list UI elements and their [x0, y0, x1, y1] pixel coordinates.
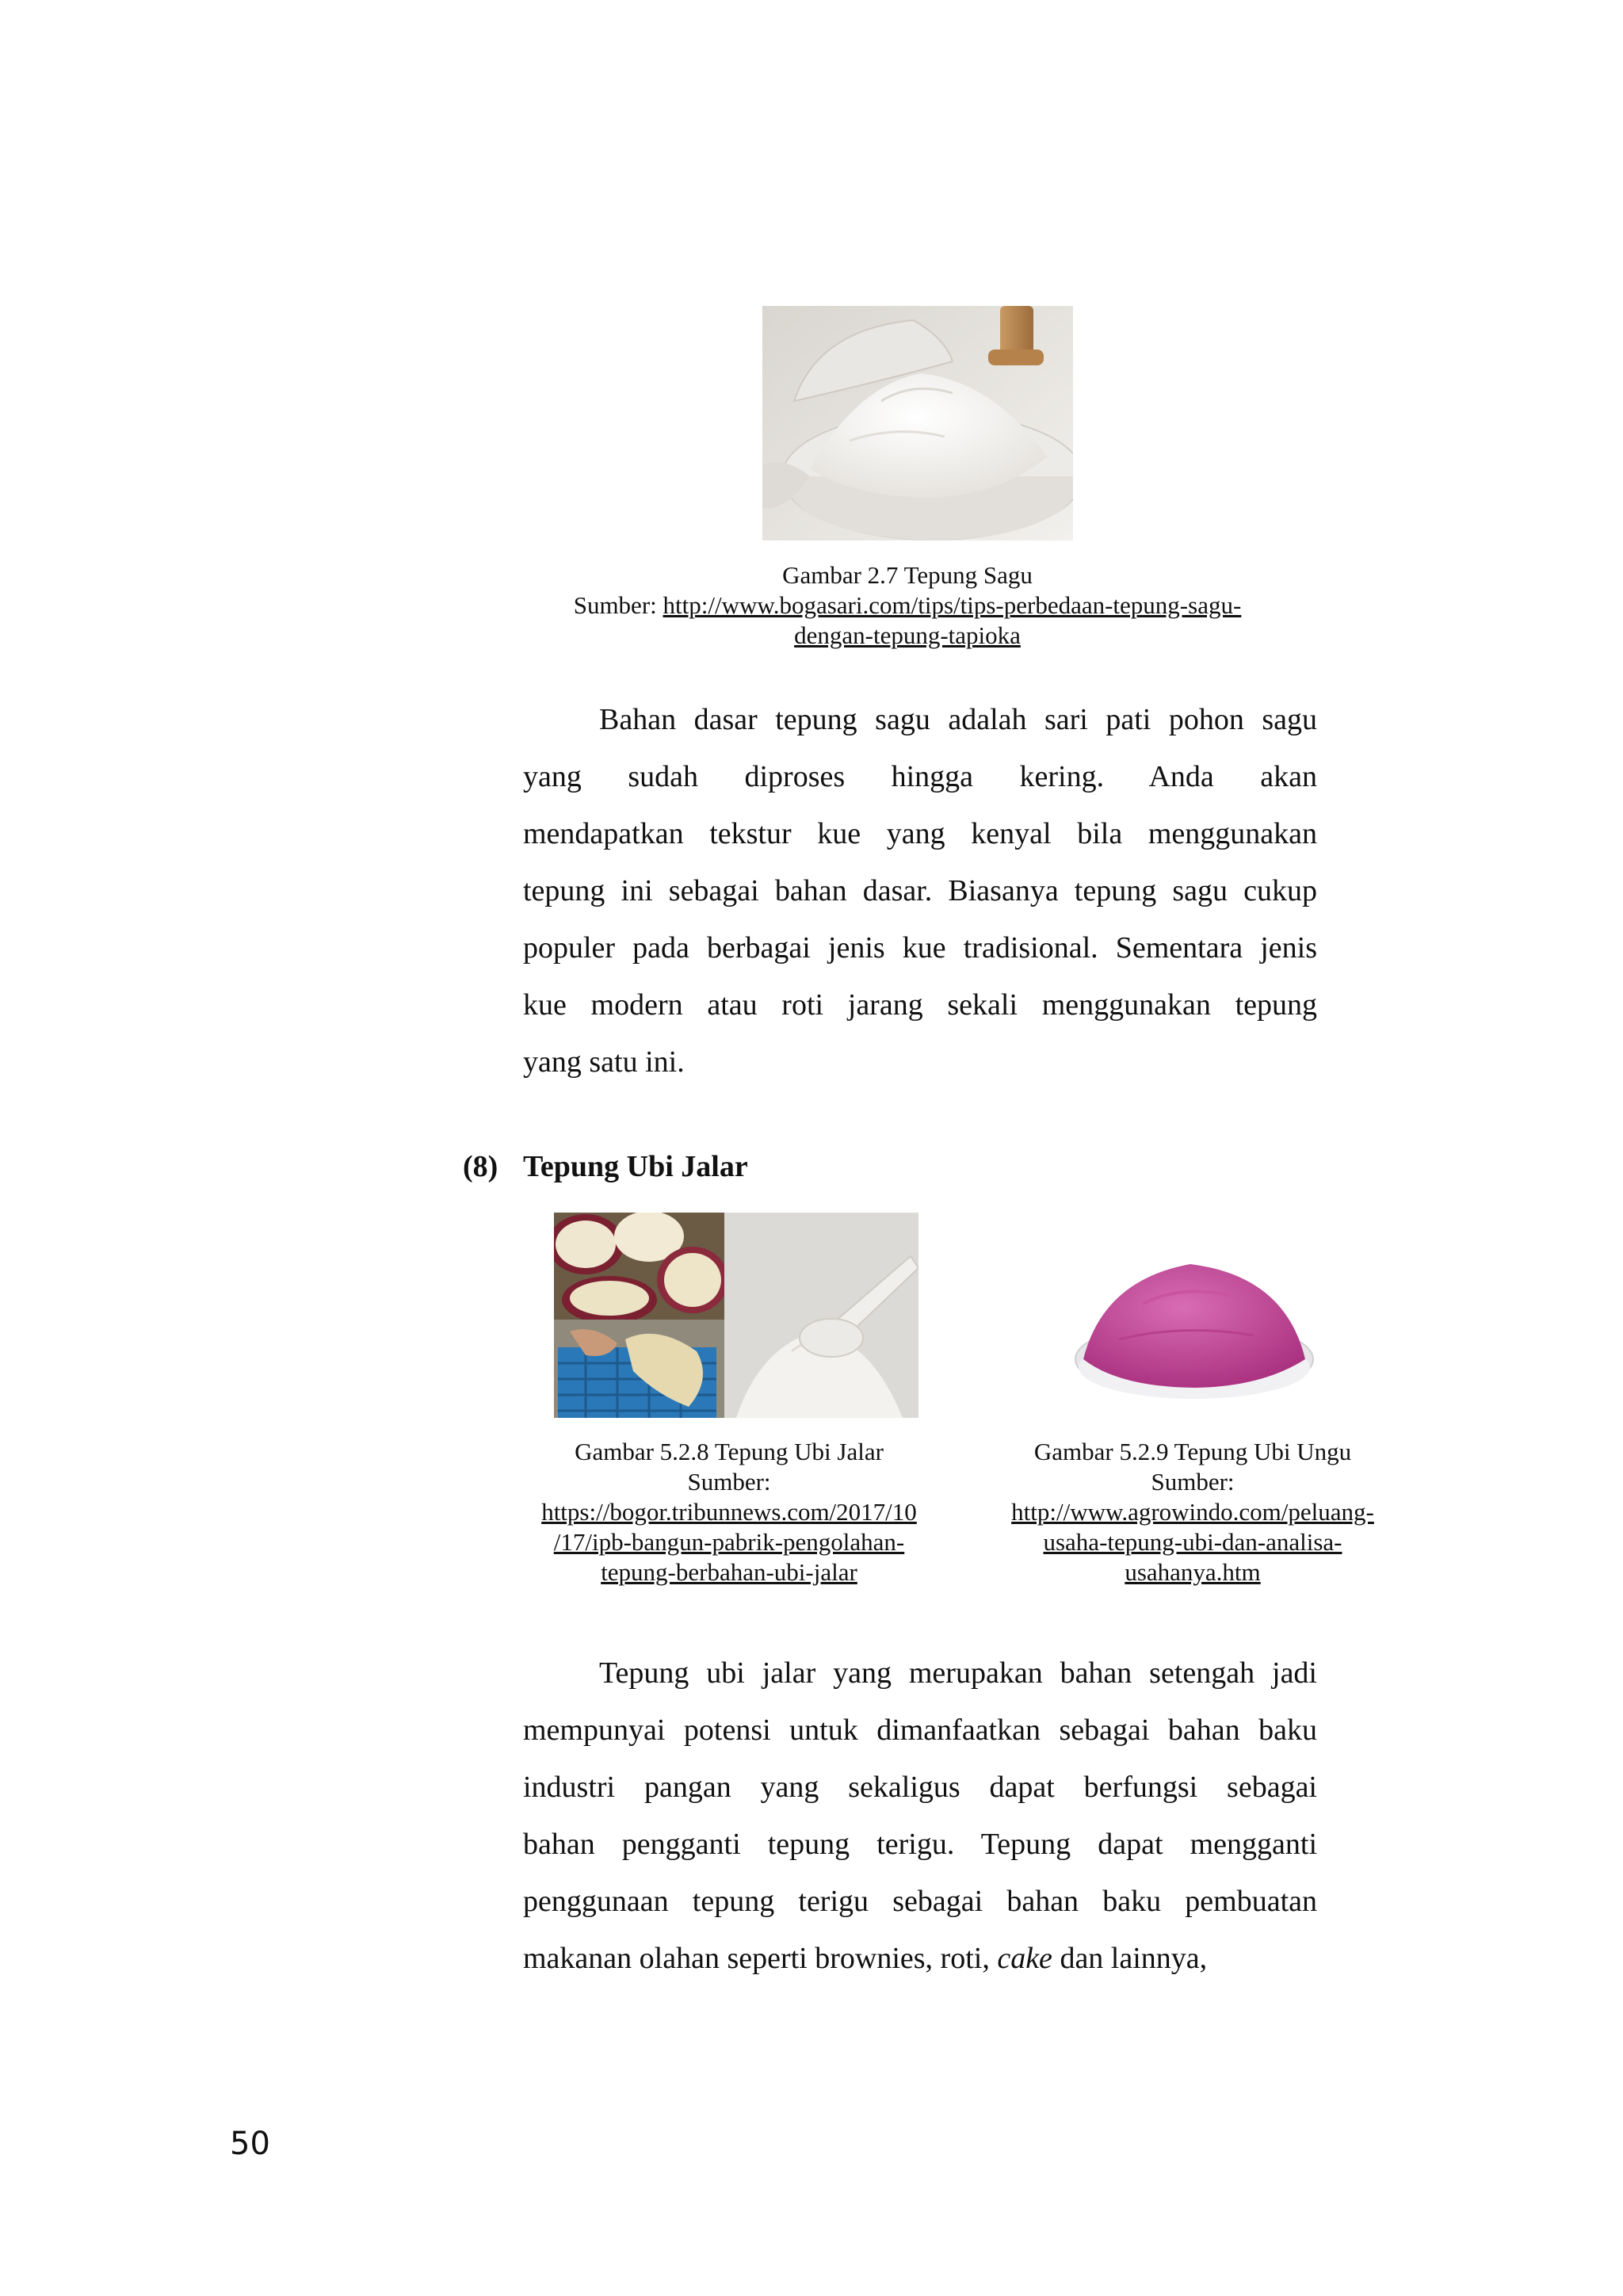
- paragraph-line: populer pada berbagai jenis kue tradisional. Sementara jenis: [523, 931, 1317, 965]
- page-number: 50: [230, 2126, 270, 2162]
- paragraph-line: bahan pengganti tepung terigu. Tepung dapat mengganti: [523, 1828, 1317, 1861]
- source-link-continued[interactable]: usahanya.htm: [1125, 1558, 1261, 1586]
- paragraph-tepung-ubi-jalar: [523, 1645, 1317, 1987]
- figure-source-continued: [507, 621, 1308, 651]
- paragraph-tepung-sagu: [523, 691, 1317, 1091]
- figure-5-2-9-caption-block: [983, 1437, 1403, 1587]
- source-label: Sumber:: [1151, 1468, 1235, 1496]
- figure-tepung-ubi-jalar-image: [554, 1213, 918, 1418]
- paragraph-line: tepung ini sebagai bahan dasar. Biasanya tepung sagu cukup: [523, 874, 1317, 907]
- italic-term: cake: [997, 1942, 1052, 1975]
- source-link[interactable]: https://bogor.tribunnews.com/2017/10: [541, 1498, 917, 1526]
- section-number: (8): [463, 1150, 498, 1183]
- section-heading: [463, 1149, 748, 1184]
- figure-tepung-sagu-image: [762, 306, 1073, 541]
- source-label: Sumber:: [687, 1468, 771, 1496]
- paragraph-line: yang satu ini.: [523, 1045, 685, 1079]
- figure-5-2-8-caption-block: [491, 1437, 967, 1587]
- source-link-continued[interactable]: tepung-berbahan-ubi-jalar: [601, 1558, 857, 1586]
- paragraph-line: industri pangan yang sekaligus dapat berfungsi sebagai: [523, 1771, 1317, 1804]
- source-link[interactable]: http://www.agrowindo.com/peluang-: [1011, 1498, 1374, 1526]
- paragraph-line: yang sudah diproses hingga kering. Anda akan: [523, 760, 1317, 793]
- paragraph-line-last: [523, 1930, 1317, 1987]
- figure-caption: Gambar 5.2.9 Tepung Ubi Ungu: [1033, 1438, 1352, 1465]
- source-link-continued[interactable]: /17/ipb-bangun-pabrik-pengolahan-: [553, 1528, 905, 1556]
- figure-2-7-caption-block: [507, 560, 1308, 651]
- source-link[interactable]: http://www.bogasari.com/tips/tips-perbedaan-tepung-sagu-: [663, 591, 1242, 619]
- text-run: makanan olahan seperti brownies, roti,: [523, 1942, 998, 1975]
- source-link-continued[interactable]: dengan-tepung-tapioka: [794, 621, 1021, 649]
- section-title: Tepung Ubi Jalar: [523, 1150, 748, 1183]
- paragraph-line: kue modern atau roti jarang sekali menggunakan tepung: [523, 988, 1317, 1022]
- source-link-continued[interactable]: usaha-tepung-ubi-dan-analisa-: [1043, 1528, 1342, 1556]
- figure-tepung-ubi-ungu-image: [1071, 1232, 1317, 1416]
- paragraph-line: Bahan dasar tepung sagu adalah sari pati pohon sagu: [599, 703, 1317, 736]
- text-run: dan lainnya,: [1052, 1942, 1208, 1975]
- figure-source: [507, 590, 1308, 621]
- paragraph-line: mempunyai potensi untuk dimanfaatkan sebagai bahan baku: [523, 1713, 1317, 1747]
- figure-caption: Gambar 2.7 Tepung Sagu: [782, 561, 1033, 589]
- paragraph-line: penggunaan tepung terigu sebagai bahan baku pembuatan: [523, 1885, 1317, 1918]
- figure-caption: Gambar 5.2.8 Tepung Ubi Jalar: [575, 1438, 884, 1465]
- source-label: Sumber:: [573, 591, 663, 619]
- paragraph-line: Tepung ubi jalar yang merupakan bahan setengah jadi: [599, 1656, 1317, 1690]
- paragraph-line: mendapatkan tekstur kue yang kenyal bila menggunakan: [523, 817, 1317, 850]
